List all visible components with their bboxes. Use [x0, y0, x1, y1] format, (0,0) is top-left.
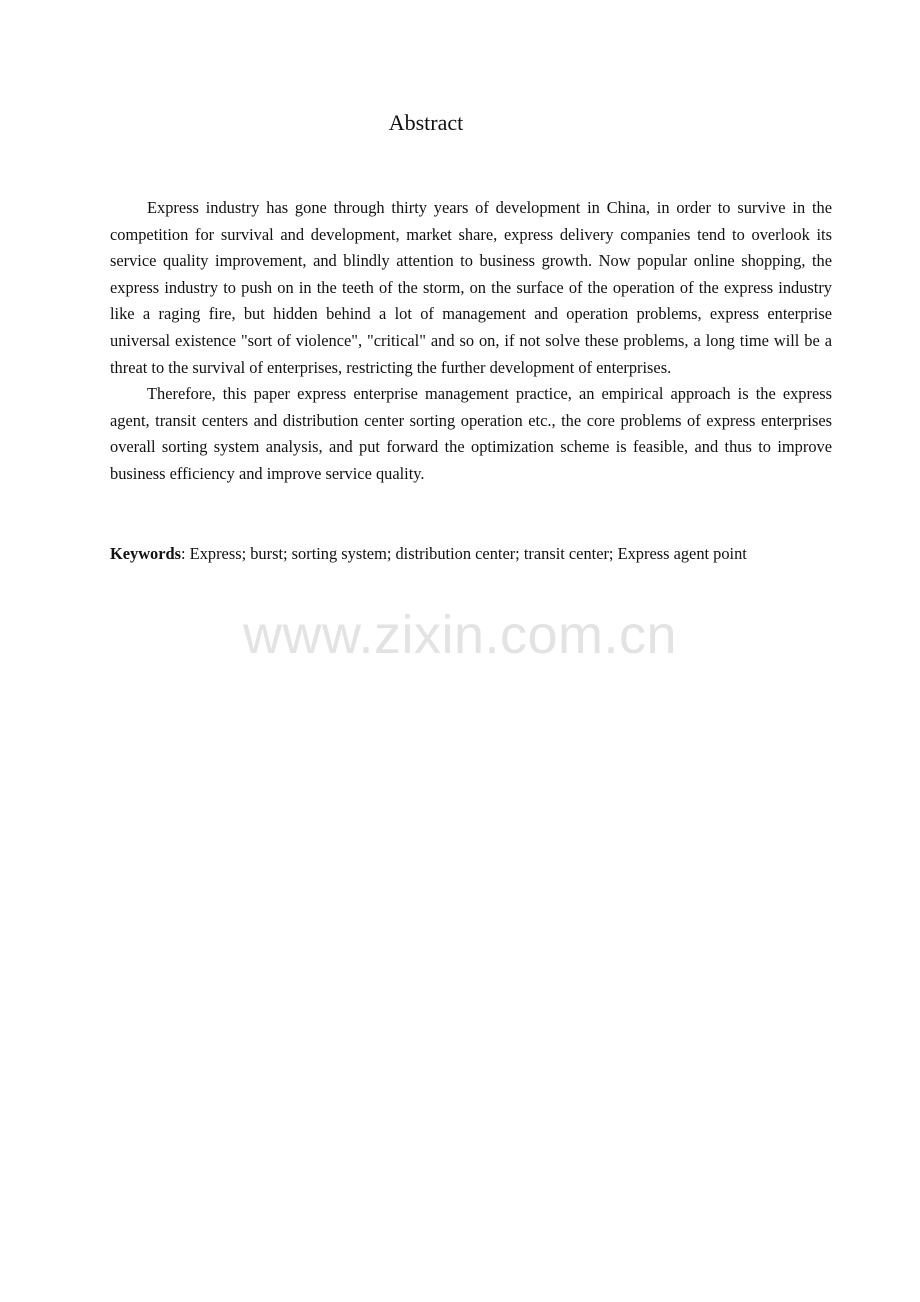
keywords-label: Keywords	[110, 544, 182, 563]
keywords-line	[110, 541, 850, 567]
keywords-list: : Express; burst; sorting system; distribution center; transit center; Express agent point	[181, 544, 747, 563]
abstract-paragraph-1: Express industry has gone through thirty years of development in China, in order to survive in the competition for survival and development, market share, express delivery companies tend to overlook its service quality improvement, and blindly attention to business growth. Now popular online shopping, the express industry to push on in the teeth of the storm, on the surface of the operation of the express industry like a raging fire, but hidden behind a lot of management and operation problems, express enterprise universal existence "sort of violence", "critical" and so on, if not solve these problems, a long time will be a threat to the survival of enterprises, restricting the further development of enterprises.	[110, 198, 832, 377]
abstract-title: Abstract	[388, 110, 464, 135]
abstract-body	[110, 195, 832, 488]
watermark-text: www.zixin.com.cn	[242, 605, 678, 665]
abstract-paragraph-2: Therefore, this paper express enterprise management practice, an empirical approach is the express agent, transit centers and distribution center sorting operation etc., the core problems of express enterprises overall sorting system analysis, and put forward the optimization scheme is feasible, and thus to improve business efficiency and improve service quality.	[110, 384, 832, 483]
